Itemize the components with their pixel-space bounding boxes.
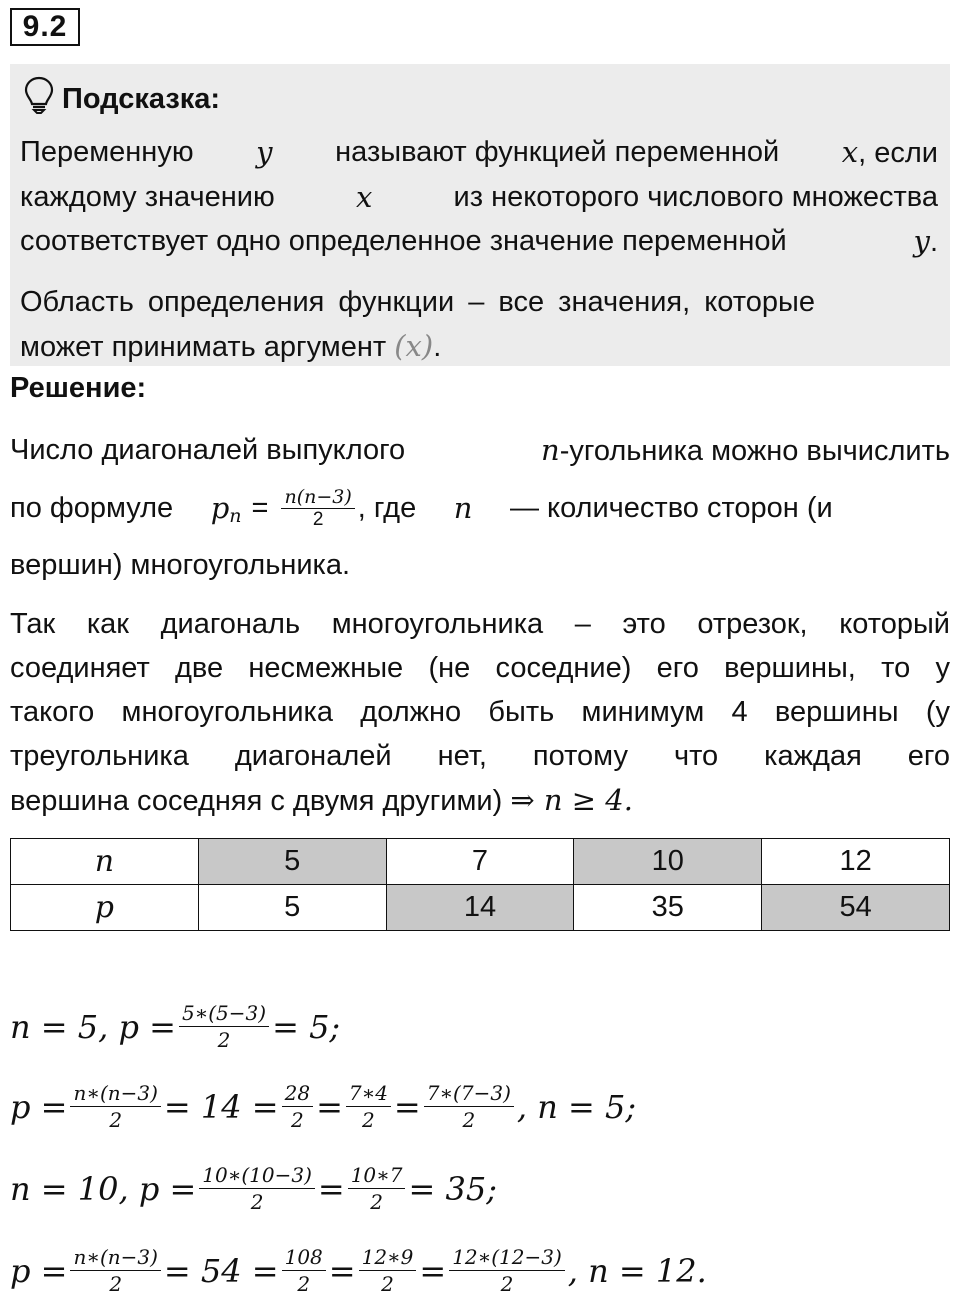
table-cell: 35 (574, 885, 762, 931)
table-cell: 5 (198, 839, 386, 885)
table-cell: 7 (386, 839, 574, 885)
fraction-numerator: n∗(n−3) (70, 1080, 160, 1107)
fraction-numerator: 108 (282, 1244, 326, 1271)
fraction-denominator: 2 (109, 1272, 123, 1296)
equation-fraction (282, 1244, 326, 1297)
solution-text: Так как диагональ многоугольника – это отрезок, который (10, 608, 950, 640)
solution-text: Число диагоналей выпуклого (10, 434, 406, 466)
equation-text: = (316, 1087, 343, 1126)
equation-text: = (328, 1251, 356, 1290)
solution-text: соединяет две несмежные (не соседние) его вершины, то у (10, 652, 950, 684)
equation-text: = (419, 1251, 447, 1290)
equation-text: = 5; (272, 1007, 341, 1046)
hint-text: , если (858, 137, 938, 169)
math-subscript: n (229, 505, 242, 527)
fraction-denominator: 2 (109, 1108, 123, 1132)
fraction-denominator: 2 (462, 1108, 476, 1132)
math-var: x (355, 180, 373, 214)
equation-text: p = (10, 1251, 68, 1290)
equation-fraction (70, 1244, 160, 1297)
equation-2 (10, 1080, 636, 1133)
equation-fraction (179, 1000, 269, 1053)
fraction-denominator: 2 (250, 1190, 264, 1214)
equation-fraction (70, 1080, 160, 1133)
table-cell: 14 (386, 885, 574, 931)
fraction-denominator: 2 (381, 1272, 394, 1296)
hint-header (24, 76, 220, 122)
table-row-label: p (11, 885, 199, 931)
table-row (11, 885, 950, 931)
hint-text: из некоторого числового множества (453, 181, 938, 213)
table-row-label: n (11, 839, 199, 885)
hint-text: называют функцией переменной (335, 136, 780, 168)
fraction-numerator: n∗(n−3) (70, 1244, 160, 1271)
fraction-denominator: 2 (290, 1108, 304, 1132)
equation-text: p = (10, 1087, 68, 1126)
hint-text: Переменную (20, 136, 194, 168)
values-table (10, 838, 950, 931)
hint-title: Подсказка: (62, 82, 221, 115)
fraction-numerator: 12∗(12−3) (449, 1244, 565, 1271)
math-var: (x) (394, 329, 434, 363)
equation-fraction (346, 1080, 391, 1133)
hint-paragraph-2 (20, 280, 938, 369)
fraction-numerator: 7∗(7−3) (424, 1080, 514, 1107)
math-var: n (453, 491, 473, 525)
equation-fraction (424, 1080, 514, 1133)
fraction-denominator: 2 (297, 1272, 311, 1296)
equation-text: , n = 5; (516, 1087, 637, 1126)
fraction-denominator: 2 (370, 1190, 383, 1214)
equation-text: = 14 = (163, 1087, 279, 1126)
solution-text: — количество сторон (и (510, 492, 833, 524)
hint-paragraph-1 (20, 130, 938, 264)
equation-1 (10, 1000, 340, 1053)
equation-3 (10, 1162, 497, 1215)
equation-fraction (348, 1162, 406, 1215)
solution-text: такого многоугольника должно быть минимум 4 вершины (у (10, 696, 950, 728)
math-var: x (841, 135, 859, 169)
equation-fraction (449, 1244, 565, 1297)
equation-text: = 35; (408, 1169, 497, 1208)
math-var: p (210, 491, 230, 525)
hint-text: . (433, 331, 442, 363)
table-cell: 54 (762, 885, 950, 931)
hint-text: каждому значению (20, 181, 275, 213)
task-number: 9.2 (10, 8, 80, 46)
equation-fraction (199, 1162, 315, 1215)
solution-text: , где (357, 492, 417, 524)
lightbulb-icon (24, 76, 54, 122)
fraction-numerator: 10∗(10−3) (199, 1162, 315, 1189)
fraction-numerator: 12∗9 (359, 1244, 417, 1271)
fraction-denominator: 2 (362, 1108, 375, 1132)
table-cell: 5 (198, 885, 386, 931)
solution-text: треугольника диагоналей нет, потому что каждая его (10, 740, 950, 772)
solution-text: вершин) многоугольника. (10, 549, 351, 581)
solution-text: вершина соседняя с двумя другими) (10, 785, 503, 817)
solution-title: Решение: (10, 372, 147, 404)
math-var: y (913, 224, 930, 258)
equation-text: = 54 = (163, 1251, 279, 1290)
equation-fraction (282, 1080, 313, 1133)
math-equals: = (251, 492, 269, 524)
hint-box (10, 64, 950, 366)
equation-4 (10, 1244, 707, 1297)
math-var: y (256, 135, 273, 169)
fraction-denominator: 2 (217, 1028, 231, 1052)
table-cell: 12 (762, 839, 950, 885)
fraction-numerator: 5∗(5−3) (179, 1000, 269, 1027)
fraction-numerator: 7∗4 (346, 1080, 391, 1107)
fraction-denominator: 2 (500, 1272, 514, 1296)
hint-text: . (929, 226, 938, 258)
equation-text: = (393, 1087, 421, 1126)
fraction-denominator: 2 (312, 508, 324, 530)
equation-fraction (359, 1244, 417, 1297)
formula-fraction (281, 486, 354, 531)
hint-text: соответствует одно определенное значение переменной (20, 225, 787, 257)
equation-text: , n = 12. (567, 1251, 707, 1290)
fraction-numerator: 28 (282, 1080, 313, 1107)
table-row (11, 839, 950, 885)
solution-text: по формуле (10, 492, 174, 524)
equation-text: n = 5, p = (10, 1007, 176, 1046)
fraction-numerator: 10∗7 (348, 1162, 406, 1189)
equation-text: = (317, 1169, 345, 1208)
hint-text: Область определения функции – все значения, которые (20, 286, 815, 318)
math-var: n (541, 433, 560, 467)
hint-text: может принимать аргумент (20, 331, 387, 363)
solution-paragraph-1 (10, 428, 950, 587)
math-expression: ⇒ n ≥ 4. (510, 783, 633, 817)
equation-text: n = 10, p = (10, 1169, 197, 1208)
fraction-numerator: n(n−3) (281, 486, 354, 509)
solution-paragraph-2 (10, 602, 950, 823)
table-cell: 10 (574, 839, 762, 885)
solution-text: -угольника можно вычислить (559, 435, 950, 467)
